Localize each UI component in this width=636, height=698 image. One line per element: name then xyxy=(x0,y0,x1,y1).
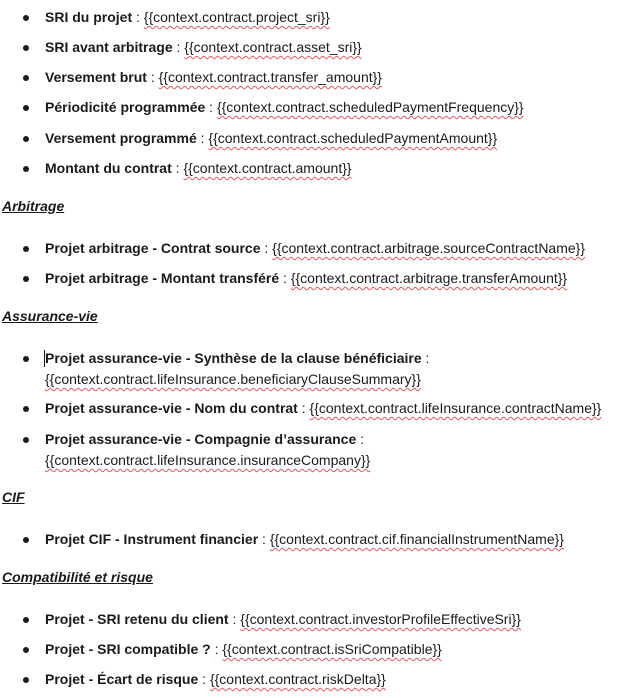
template-variable: {{context.contract.lifeInsurance.contractName}} xyxy=(309,400,602,416)
list-item: Versement brut : {{context.contract.transfer_amount}} xyxy=(45,67,625,88)
template-variable: {{context.contract.transfer_amount}} xyxy=(158,69,382,85)
list-item: Projet - Écart de risque : {{context.contract.riskDelta}} xyxy=(45,669,625,690)
bullet xyxy=(23,356,29,362)
section-heading-arbitrage: Arbitrage xyxy=(2,198,65,214)
template-variable: {{context.contract.investorProfileEffectiveSri}} xyxy=(240,611,521,627)
template-variable: {{context.contract.scheduledPaymentFrequency}} xyxy=(216,99,524,115)
item-label: Projet assurance-vie - Compagnie d’assurance xyxy=(45,431,357,447)
item-label: Projet assurance-vie - Synthèse de la clause bénéficiaire xyxy=(45,350,422,366)
item-label: Périodicité programmée xyxy=(45,99,206,115)
bullet xyxy=(23,136,29,142)
bullet xyxy=(23,677,29,683)
bullet xyxy=(23,437,29,443)
bullet xyxy=(23,75,29,81)
section-heading-cif: CIF xyxy=(2,489,25,505)
bullet xyxy=(23,406,29,412)
list-item: Projet assurance-vie - Compagnie d’assurance : {{context.contract.lifeInsurance.insuranceCompany}} xyxy=(45,429,625,471)
list-item: SRI du projet : {{context.contract.project_sri}} xyxy=(45,7,625,28)
template-variable: {{context.contract.arbitrage.sourceContractName}} xyxy=(272,240,586,256)
template-variable: {{context.contract.project_sri}} xyxy=(143,9,330,25)
list-item: Projet arbitrage - Contrat source : {{context.contract.arbitrage.sourceContractName}} xyxy=(45,238,625,259)
template-variable: {{context.contract.cif.financialInstrumentName}} xyxy=(269,531,564,547)
item-label: Projet - SRI retenu du client xyxy=(45,611,229,627)
list-item: Projet assurance-vie - Synthèse de la clause bénéficiaire : {{context.contract.lifeInsurance.beneficiaryClauseSummary}} xyxy=(45,348,625,390)
item-label: Versement brut xyxy=(45,69,147,85)
item-label: Versement programmé xyxy=(45,130,197,146)
bullet xyxy=(23,647,29,653)
item-label: Projet arbitrage - Montant transféré xyxy=(45,270,280,286)
bullet xyxy=(23,15,29,21)
item-label: Montant du contrat xyxy=(45,160,172,176)
list-item: Projet - SRI compatible ? : {{context.contract.isSriCompatible}} xyxy=(45,639,625,660)
template-variable: {{context.contract.arbitrage.transferAmount}} xyxy=(290,270,568,286)
section-heading-compatibilite: Compatibilité et risque xyxy=(2,569,153,585)
template-variable: {{context.contract.amount}} xyxy=(183,160,352,176)
text-cursor xyxy=(44,350,45,367)
item-label: Projet CIF - Instrument financier xyxy=(45,531,259,547)
list-item: SRI avant arbitrage : {{context.contract.asset_sri}} xyxy=(45,37,625,58)
template-variable: {{context.contract.lifeInsurance.insuranceCompany}} xyxy=(45,452,371,468)
template-variable: {{context.contract.scheduledPaymentAmount}} xyxy=(208,130,498,146)
item-label: Projet - SRI compatible ? xyxy=(45,641,211,657)
bullet xyxy=(23,166,29,172)
item-label: SRI du projet xyxy=(45,9,133,25)
bullet xyxy=(23,105,29,111)
bullet xyxy=(23,276,29,282)
list-item: Projet arbitrage - Montant transféré : {{context.contract.arbitrage.transferAmount}} xyxy=(45,268,625,289)
template-variable: {{context.contract.riskDelta}} xyxy=(209,671,386,687)
list-item: Versement programmé : {{context.contract.scheduledPaymentAmount}} xyxy=(45,128,625,149)
item-label: SRI avant arbitrage xyxy=(45,39,173,55)
list-item: Montant du contrat : {{context.contract.amount}} xyxy=(45,158,625,179)
bullet xyxy=(23,246,29,252)
template-variable: {{context.contract.isSriCompatible}} xyxy=(222,641,442,657)
list-item: Projet CIF - Instrument financier : {{context.contract.cif.financialInstrumentName}} xyxy=(45,529,625,550)
list-item: Projet assurance-vie - Nom du contrat : {{context.contract.lifeInsurance.contractName}} xyxy=(45,398,625,419)
section-heading-assurance-vie: Assurance-vie xyxy=(2,308,98,324)
item-label: Projet arbitrage - Contrat source xyxy=(45,240,261,256)
bullet xyxy=(23,45,29,51)
template-variable: {{context.contract.asset_sri}} xyxy=(184,39,362,55)
template-variable: {{context.contract.lifeInsurance.beneficiaryClauseSummary}} xyxy=(45,371,421,387)
item-label: Projet - Écart de risque xyxy=(45,671,199,687)
list-item: Projet - SRI retenu du client : {{context.contract.investorProfileEffectiveSri}} xyxy=(45,609,625,630)
item-label: Projet assurance-vie - Nom du contrat xyxy=(45,400,298,416)
bullet xyxy=(23,537,29,543)
list-item: Périodicité programmée : {{context.contract.scheduledPaymentFrequency}} xyxy=(45,97,625,118)
bullet xyxy=(23,617,29,623)
